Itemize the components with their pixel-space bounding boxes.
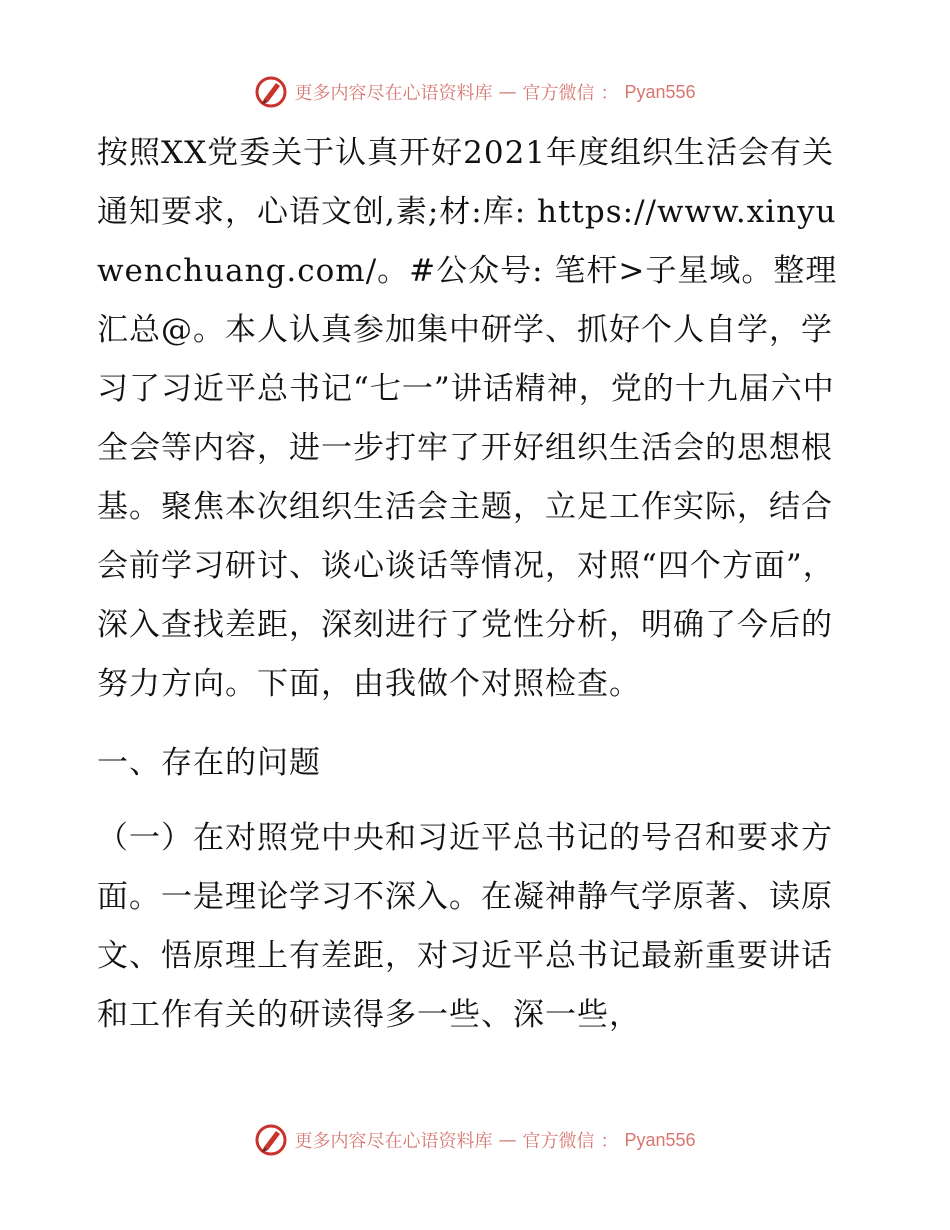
banner-handle: Pyan556	[624, 81, 696, 102]
intro-paragraph: 按照XX党委关于认真开好2021年度组织生活会有关通知要求，心语文创,素;材:库: https://www.xinyuwenchuang.com/。#公众号: 笔杆>子星域。整理汇总@。本人认真参加集中研学、抓好个人自学，学习了习近平总书记“七一”讲话精神，党的十九届六中全会等内容，进一步打牢了开好组织生活会的思想根基。聚焦本次组织生活会主题，立足工作实际，结合会前学习研讨、谈心谈话等情况，对照“四个方面”，深入查找差距，深刻进行了党性分析，明确了今后的努力方向。下面，由我做个对照检查。	[97, 135, 838, 702]
banner-separator: —	[498, 81, 517, 103]
banner-handle: Pyan556	[624, 1129, 696, 1150]
banner-main-text: 更多内容尽在心语资料库	[294, 1131, 493, 1152]
banner-label: 官方微信	[522, 1131, 595, 1152]
pen-logo-icon	[254, 1123, 288, 1157]
banner-colon: ：	[600, 83, 619, 104]
footer-watermark	[0, 1120, 950, 1160]
banner-main-text: 更多内容尽在心语资料库	[294, 83, 493, 104]
pen-logo-icon	[254, 75, 288, 109]
banner-label: 官方微信	[522, 83, 595, 104]
banner-colon: ：	[600, 1131, 619, 1152]
document-body	[97, 124, 857, 1045]
section-heading: 一、存在的问题	[97, 745, 321, 781]
header-watermark	[0, 72, 950, 112]
banner-separator: —	[498, 1129, 517, 1151]
subsection-paragraph: （一）在对照党中央和习近平总书记的号召和要求方面。一是理论学习不深入。在凝神静气学原著、读原文、悟原理上有差距，对习近平总书记最新重要讲话和工作有关的研读得多一些、深一些，	[97, 820, 833, 1033]
